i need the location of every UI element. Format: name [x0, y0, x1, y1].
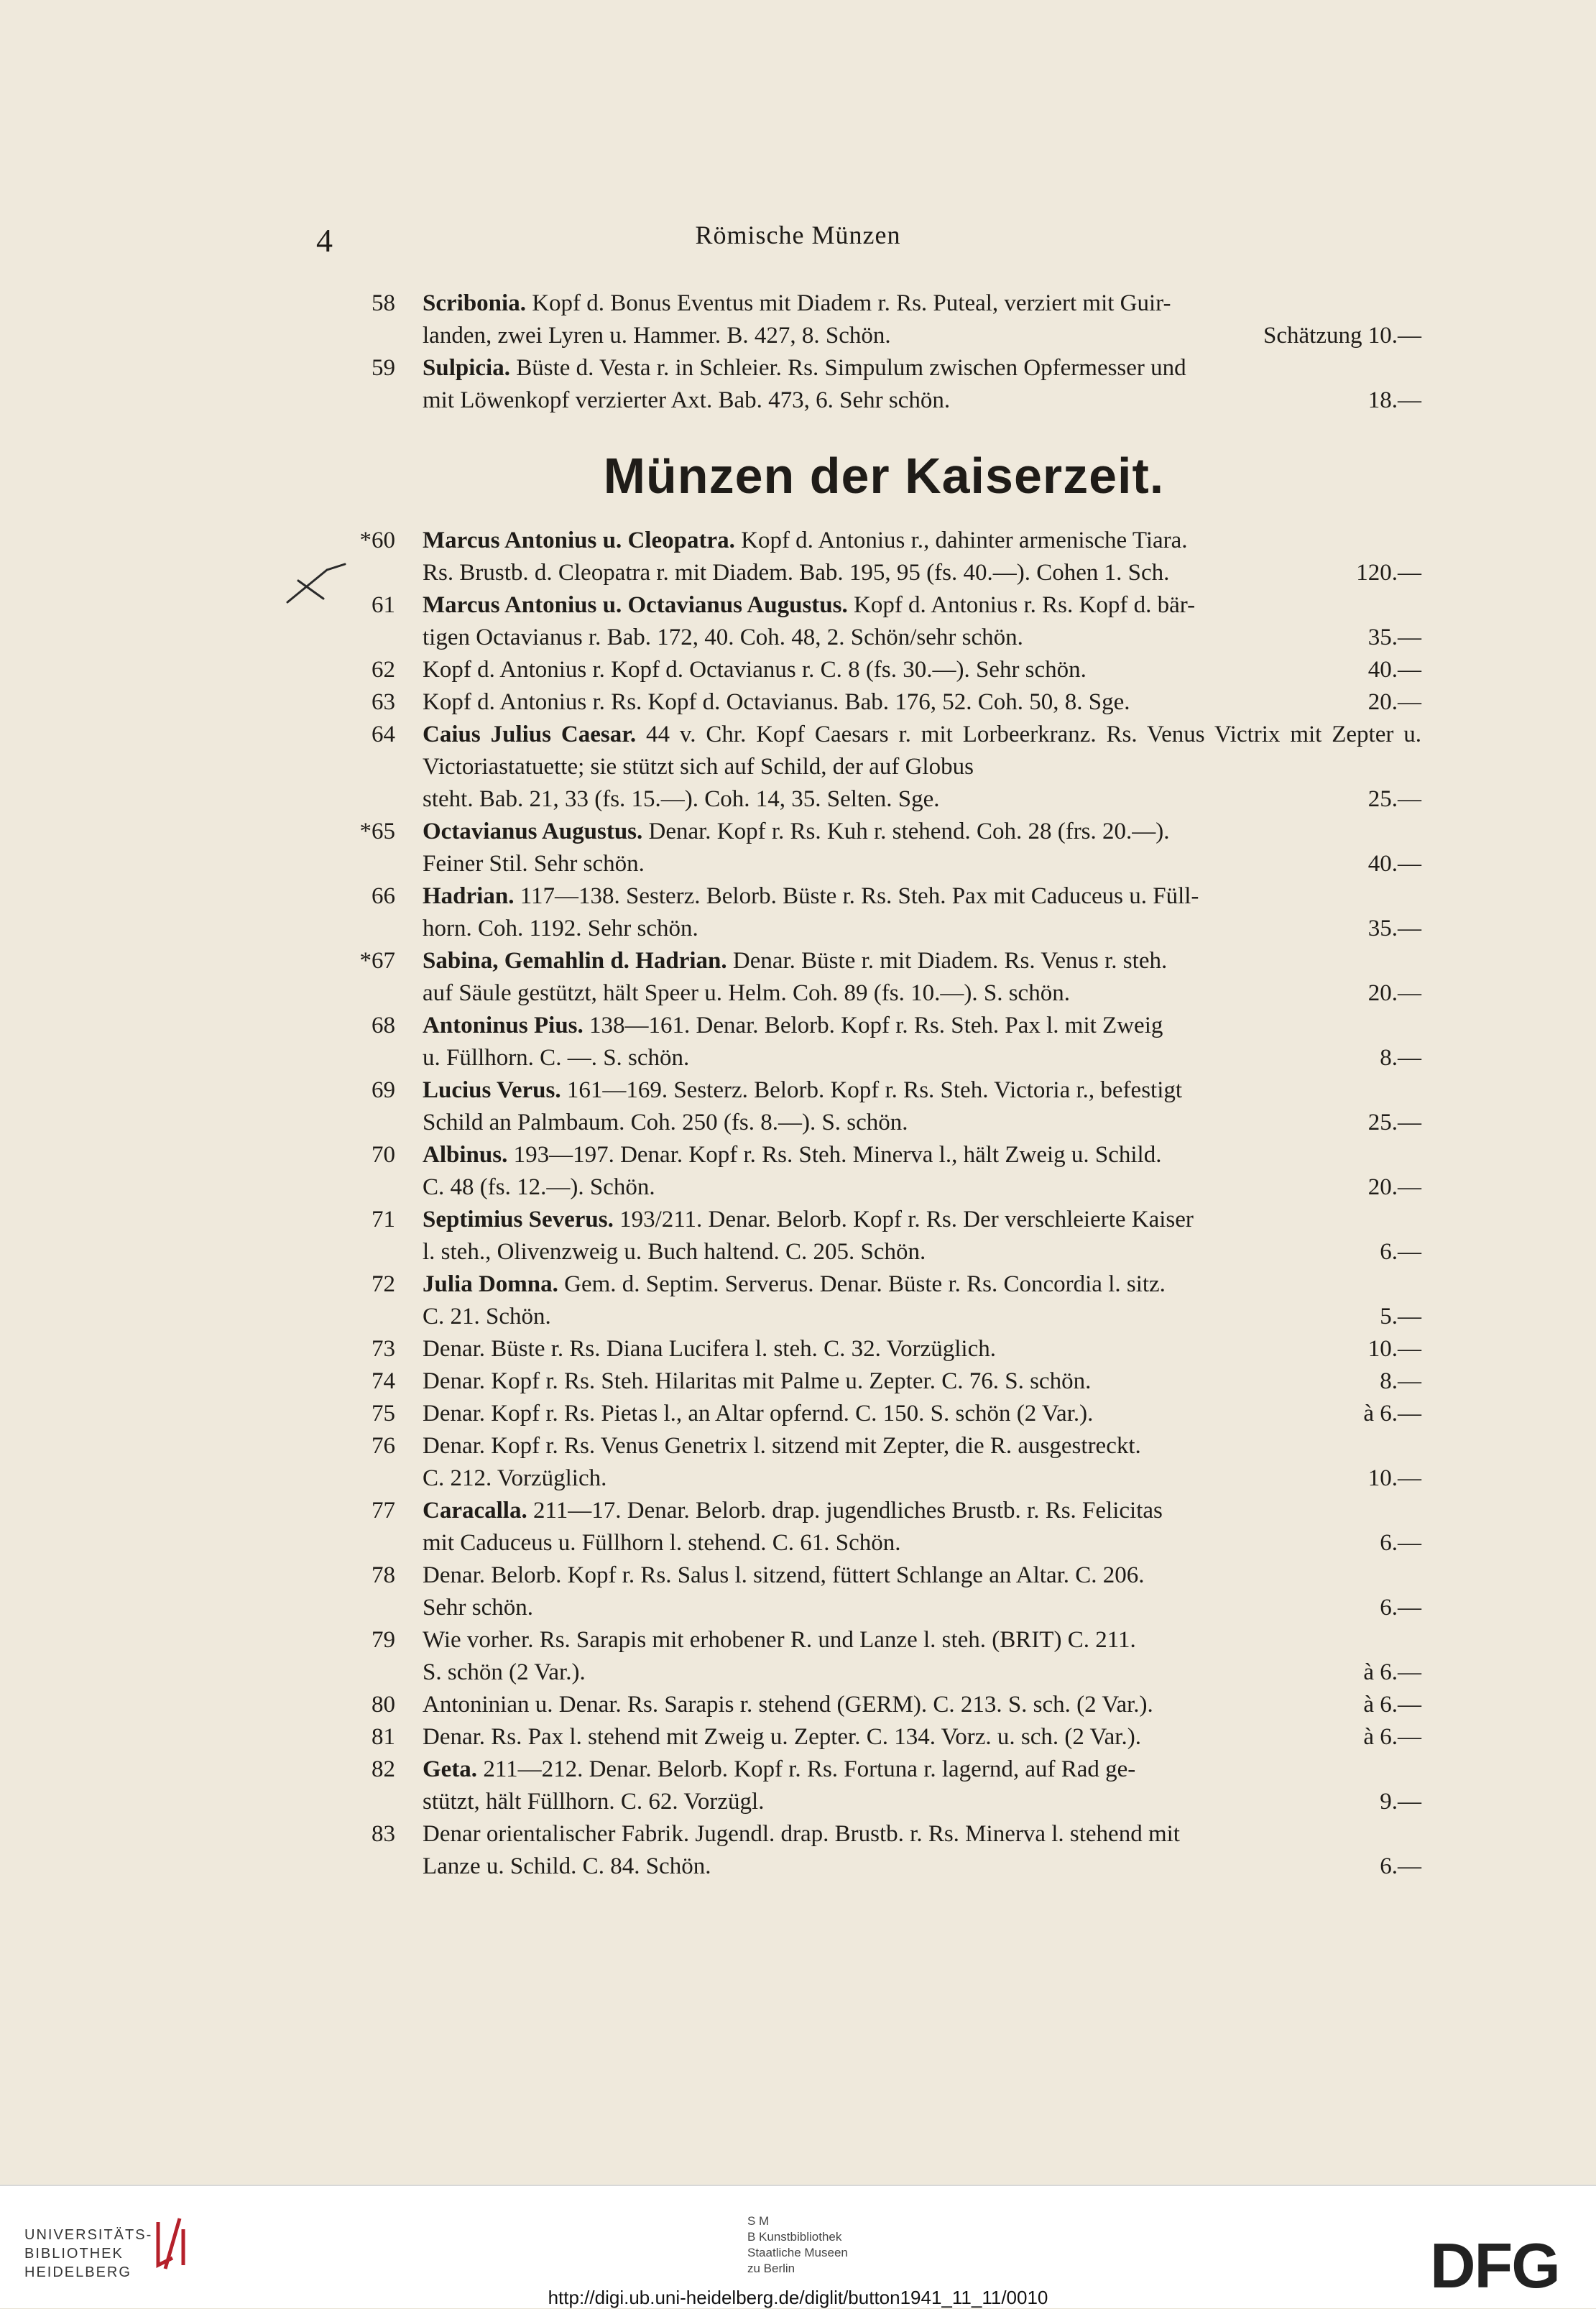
entry-description-cont: steht. Bab. 21, 33 (fs. 15.—). Coh. 14, 35. Selten. Sge.	[423, 786, 940, 812]
entry-description: Antoninian u. Denar. Rs. Sarapis r. stehend (GERM). C. 213. S. sch. (2 Var.).	[423, 1692, 1153, 1718]
entry-text	[423, 589, 1421, 654]
entry-text	[423, 1204, 1421, 1268]
entry-price: 9.—	[1380, 1789, 1421, 1815]
catalogue-entry	[345, 686, 1423, 719]
entry-line	[423, 589, 1421, 622]
catalogue-entry	[345, 719, 1423, 816]
entry-line-text	[423, 527, 1188, 553]
entry-description: 211—212. Denar. Belorb. Kopf r. Rs. Fortuna r. lagernd, auf Rad ge-	[477, 1756, 1136, 1782]
entry-text	[423, 1689, 1421, 1721]
sm-line: zu Berlin	[747, 2262, 795, 2275]
entry-description: 117—138. Sesterz. Belorb. Büste r. Rs. Steh. Pax mit Caduceus u. Füll-	[514, 883, 1199, 909]
catalogue-entry	[345, 589, 1423, 654]
entry-price: 5.—	[1380, 1304, 1421, 1329]
entry-description: 211—17. Denar. Belorb. drap. jugendliches Brustb. r. Rs. Felicitas	[527, 1498, 1163, 1524]
entry-description: Denar orientalischer Fabrik. Jugendl. drap. Brustb. r. Rs. Minerva l. stehend mit	[423, 1821, 1180, 1847]
catalogue-entry	[345, 1624, 1423, 1689]
entry-number: 63	[372, 689, 395, 715]
entry-description-cont: mit Löwenkopf verzierter Axt. Bab. 473, 6. Sehr schön.	[423, 387, 951, 413]
entry-description-cont: C. 212. Vorzüglich.	[423, 1465, 607, 1491]
entry-line	[423, 1592, 1421, 1624]
entry-description-cont: tigen Octavianus r. Bab. 172, 40. Coh. 48, 2. Schön/sehr schön.	[423, 625, 1023, 650]
entry-line-text	[423, 1689, 1153, 1721]
ub-heidelberg-logo	[24, 2226, 152, 2282]
entry-description: Denar. Belorb. Kopf r. Rs. Salus l. sitzend, füttert Schlange an Altar. C. 206.	[423, 1562, 1145, 1588]
entry-line	[423, 1818, 1421, 1851]
entry-line-text	[423, 1365, 1091, 1398]
entry-line	[423, 1010, 1421, 1042]
entry-number: 66	[372, 883, 395, 909]
entry-ruler-name: Scribonia.	[423, 290, 526, 316]
entry-description: 161—169. Sesterz. Belorb. Kopf r. Rs. Steh. Victoria r., befestigt	[561, 1077, 1183, 1103]
source-url[interactable]: http://digi.ub.uni-heidelberg.de/diglit/button1941_11_11/0010	[548, 2287, 1048, 2308]
entry-text	[423, 287, 1421, 352]
entry-line	[423, 1204, 1421, 1236]
entry-ruler-name: Sulpicia.	[423, 355, 510, 381]
catalogue-entry	[345, 1333, 1423, 1365]
entry-price: 25.—	[1367, 1110, 1421, 1135]
entry-price: 40.—	[1367, 657, 1421, 683]
entry-number: 83	[372, 1821, 395, 1847]
entry-line	[423, 1495, 1421, 1527]
entry-description: Kopf d. Antonius r., dahinter armenische Tiara.	[734, 527, 1188, 553]
entry-number: *67	[359, 948, 395, 974]
entry-number: 77	[372, 1498, 395, 1524]
entry-number: 74	[372, 1368, 395, 1394]
entry-number: 61	[372, 592, 395, 618]
entry-line	[423, 1268, 1421, 1301]
entry-ruler-name: Lucius Verus.	[423, 1077, 561, 1103]
entry-line	[423, 1786, 1421, 1818]
catalogue-list	[345, 287, 1423, 1883]
entry-text	[423, 1753, 1421, 1818]
entry-price: Schätzung 10.—	[1263, 323, 1421, 349]
entry-line	[423, 1365, 1421, 1398]
entry-price: 40.—	[1367, 851, 1421, 877]
entry-line	[423, 1689, 1421, 1721]
entry-line-text	[423, 290, 1171, 316]
entry-description: Kopf d. Antonius r. Rs. Kopf d. bär-	[847, 592, 1196, 618]
entry-number: 59	[372, 355, 395, 381]
entry-line-text	[423, 654, 1087, 686]
entry-price: à 6.—	[1363, 1401, 1421, 1427]
catalogue-entry	[345, 1139, 1423, 1204]
entry-number: 58	[372, 290, 395, 316]
entry-line	[423, 1107, 1421, 1139]
entry-line	[423, 1301, 1421, 1333]
ub-logo-line: HEIDELBERG	[24, 2264, 132, 2280]
entry-line	[423, 1333, 1421, 1365]
entry-line	[423, 977, 1421, 1010]
entry-line	[423, 1624, 1421, 1656]
section-title: Münzen der Kaiserzeit.	[603, 448, 1165, 504]
entry-number: 68	[372, 1013, 395, 1038]
entry-number: 64	[372, 722, 395, 747]
entry-line-text	[423, 819, 1170, 844]
entry-line	[423, 880, 1421, 913]
entry-price: 20.—	[1367, 1174, 1421, 1200]
entry-description: Denar. Büste r. mit Diadem. Rs. Venus r. steh.	[726, 948, 1168, 974]
entry-ruler-name: Septimius Severus.	[423, 1207, 614, 1232]
catalogue-entry	[345, 1753, 1423, 1818]
entry-price: 20.—	[1367, 689, 1421, 715]
entry-line	[423, 1851, 1421, 1883]
entry-text	[423, 1365, 1421, 1398]
entry-description-cont: stützt, hält Füllhorn. C. 62. Vorzügl.	[423, 1789, 765, 1815]
entry-text	[423, 654, 1421, 686]
entry-text	[423, 1074, 1421, 1139]
entry-text	[423, 719, 1421, 816]
entry-description-cont: Lanze u. Schild. C. 84. Schön.	[423, 1853, 711, 1879]
entry-price: à 6.—	[1363, 1692, 1421, 1718]
entry-number: 70	[372, 1142, 395, 1168]
entry-line	[423, 622, 1421, 654]
entry-line-text	[423, 1821, 1180, 1847]
entry-line	[423, 1527, 1421, 1559]
entry-ruler-name: Julia Domna.	[423, 1271, 558, 1297]
catalogue-entry	[345, 1268, 1423, 1333]
catalogue-entry	[345, 945, 1423, 1010]
entry-number: 78	[372, 1562, 395, 1588]
running-head: Römische Münzen	[695, 221, 901, 249]
entry-number: 62	[372, 657, 395, 683]
entry-number: 71	[372, 1207, 395, 1232]
catalogue-entry	[345, 1430, 1423, 1495]
entry-description-cont: C. 48 (fs. 12.—). Schön.	[423, 1174, 655, 1200]
entry-price: 8.—	[1380, 1368, 1421, 1394]
entry-price: 35.—	[1367, 916, 1421, 941]
entry-text	[423, 1624, 1421, 1689]
entry-line	[423, 1398, 1421, 1430]
entry-description-cont: horn. Coh. 1192. Sehr schön.	[423, 916, 698, 941]
entry-line	[423, 1139, 1421, 1171]
entry-line	[423, 1559, 1421, 1592]
entry-text	[423, 686, 1421, 719]
sm-line: B Kunstbibliothek	[747, 2230, 842, 2244]
entry-number: 80	[372, 1692, 395, 1718]
pencil-mark-icon	[284, 563, 349, 606]
entry-description: 193—197. Denar. Kopf r. Rs. Steh. Minerva l., hält Zweig u. Schild.	[507, 1142, 1162, 1168]
entry-line	[423, 525, 1421, 557]
entry-line	[423, 384, 1421, 417]
entry-line	[423, 1753, 1421, 1786]
entry-text	[423, 880, 1421, 945]
entry-text	[423, 1010, 1421, 1074]
entry-number: 72	[372, 1271, 395, 1297]
entry-ruler-name: Sabina, Gemahlin d. Hadrian.	[423, 948, 727, 974]
entry-price: 6.—	[1380, 1853, 1421, 1879]
entry-number: 69	[372, 1077, 395, 1103]
entry-price: 10.—	[1367, 1336, 1421, 1362]
entry-text	[423, 1398, 1421, 1430]
entry-ruler-name: Geta.	[423, 1756, 478, 1782]
entry-price: à 6.—	[1363, 1659, 1421, 1685]
entry-line-text	[423, 883, 1199, 909]
entry-description: Denar. Kopf r. Rs. Pietas l., an Altar opfernd. C. 150. S. schön (2 Var.).	[423, 1401, 1094, 1427]
entry-line	[423, 913, 1421, 945]
catalogue-entry	[345, 1074, 1423, 1139]
entry-ruler-name: Marcus Antonius u. Octavianus Augustus.	[423, 592, 848, 618]
catalogue-entry	[345, 654, 1423, 686]
entry-text	[423, 1430, 1421, 1495]
entry-text	[423, 1139, 1421, 1204]
entry-line-text	[423, 1562, 1145, 1588]
entry-text	[423, 1721, 1421, 1753]
entry-price: 18.—	[1367, 387, 1421, 413]
entry-line-text	[423, 1207, 1194, 1232]
entry-text	[423, 525, 1421, 589]
entry-line	[423, 783, 1421, 816]
entry-text	[423, 1495, 1421, 1559]
entry-text	[423, 352, 1421, 417]
entry-ruler-name: Caius Julius Caesar.	[423, 722, 637, 747]
sm-line: Staatliche Museen	[747, 2246, 848, 2259]
entry-description: Denar. Kopf r. Rs. Steh. Hilaritas mit Palme u. Zepter. C. 76. S. schön.	[423, 1368, 1092, 1394]
entry-description-cont: l. steh., Olivenzweig u. Buch haltend. C. 205. Schön.	[423, 1239, 926, 1265]
entry-text	[423, 1818, 1421, 1883]
catalogue-entry	[345, 1818, 1423, 1883]
entry-line	[423, 1171, 1421, 1204]
sm-line: S M	[747, 2214, 770, 2228]
entry-description: Gem. d. Septim. Serverus. Denar. Büste r. Rs. Concordia l. sitz.	[558, 1271, 1166, 1297]
entry-price: 120.—	[1356, 560, 1421, 586]
entry-line-text	[423, 1498, 1163, 1524]
entry-text	[423, 945, 1421, 1010]
catalogue-entry	[345, 1010, 1423, 1074]
entry-description: Denar. Büste r. Rs. Diana Lucifera l. steh. C. 32. Vorzüglich.	[423, 1336, 996, 1362]
entry-ruler-name: Hadrian.	[423, 883, 515, 909]
catalogue-entry	[345, 287, 1423, 352]
entry-line	[423, 1042, 1421, 1074]
sm-kunstbibliothek-text	[747, 2213, 848, 2277]
entry-line-text	[423, 1333, 996, 1365]
entry-line-text	[423, 948, 1167, 974]
entry-text	[423, 816, 1421, 880]
entry-price: 25.—	[1367, 786, 1421, 812]
entry-line-text	[423, 355, 1186, 381]
entry-line	[423, 1074, 1421, 1107]
entry-description: Denar. Kopf r. Rs. Venus Genetrix l. sitzend mit Zepter, die R. ausgestreckt.	[423, 1433, 1141, 1459]
entry-line-text	[423, 686, 1130, 719]
catalogue-entry	[345, 1204, 1423, 1268]
entry-number: 82	[372, 1756, 395, 1782]
entry-description: Wie vorher. Rs. Sarapis mit erhobener R. und Lanze l. steh. (BRIT) C. 211.	[423, 1627, 1136, 1653]
catalogue-entry	[345, 1559, 1423, 1624]
entry-line	[423, 320, 1421, 352]
entry-line-text	[423, 1271, 1166, 1297]
entry-description-cont: C. 21. Schön.	[423, 1304, 551, 1329]
entry-number: 79	[372, 1627, 395, 1653]
entry-line	[423, 557, 1421, 589]
catalogue-entry	[345, 1365, 1423, 1398]
entry-price: 6.—	[1380, 1239, 1421, 1265]
entry-line-text	[423, 1013, 1163, 1038]
catalogue-entry	[345, 816, 1423, 880]
entry-description: Denar. Rs. Pax l. stehend mit Zweig u. Zepter. C. 134. Vorz. u. sch. (2 Var.).	[423, 1724, 1141, 1750]
entry-description-cont: Rs. Brustb. d. Cleopatra r. mit Diadem. Bab. 195, 95 (fs. 40.—). Cohen 1. Sch.	[423, 560, 1170, 586]
entry-description-cont: auf Säule gestützt, hält Speer u. Helm. Coh. 89 (fs. 10.—). S. schön.	[423, 980, 1070, 1006]
entry-ruler-name: Marcus Antonius u. Cleopatra.	[423, 527, 735, 553]
ub-emblem-icon	[151, 2215, 194, 2272]
entry-line	[423, 848, 1421, 880]
entry-line	[423, 287, 1421, 320]
entry-number: *65	[359, 819, 395, 844]
entry-line-text	[423, 1142, 1161, 1168]
entry-line-text	[423, 1398, 1093, 1430]
entry-ruler-name: Antoninus Pius.	[423, 1013, 583, 1038]
entry-description: 44 v. Chr. Kopf Caesars r. mit Lorbeerkranz. Rs. Venus Victrix mit Zepter u. Victoriastatuette; sie stützt sich auf Schild, der auf Globus	[423, 722, 1421, 780]
entry-line-text	[423, 1077, 1182, 1103]
entry-line-text	[423, 592, 1195, 618]
entry-number: 73	[372, 1336, 395, 1362]
entry-ruler-name: Caracalla.	[423, 1498, 527, 1524]
footer-bar	[0, 2185, 1596, 2308]
entry-description: 193/211. Denar. Belorb. Kopf r. Rs. Der verschleierte Kaiser	[613, 1207, 1194, 1232]
entry-description-cont: Schild an Palmbaum. Coh. 250 (fs. 8.—). S. schön.	[423, 1110, 908, 1135]
entry-line-text	[423, 1721, 1141, 1753]
entry-description-cont: landen, zwei Lyren u. Hammer. B. 427, 8. Schön.	[423, 323, 891, 349]
page-number: 4	[316, 222, 333, 259]
entry-ruler-name: Octavianus Augustus.	[423, 819, 643, 844]
entry-price: 20.—	[1367, 980, 1421, 1006]
entry-line	[423, 719, 1421, 783]
entry-line	[423, 1721, 1421, 1753]
entry-description-cont: u. Füllhorn. C. —. S. schön.	[423, 1045, 690, 1071]
entry-line	[423, 686, 1421, 719]
catalogue-entry	[345, 880, 1423, 945]
entry-price: 6.—	[1380, 1530, 1421, 1556]
entry-price: 8.—	[1380, 1045, 1421, 1071]
entry-price: 10.—	[1367, 1465, 1421, 1491]
entry-price: à 6.—	[1363, 1724, 1421, 1750]
entry-line-text	[423, 722, 1421, 780]
ub-logo-line: UNIVERSITÄTS-	[24, 2227, 153, 2243]
entry-price: 6.—	[1380, 1595, 1421, 1621]
entry-line	[423, 1430, 1421, 1462]
entry-description: Büste d. Vesta r. in Schleier. Rs. Simpulum zwischen Opfermesser und	[509, 355, 1186, 381]
catalogue-entry	[345, 1495, 1423, 1559]
entry-line-text	[423, 1756, 1135, 1782]
entry-description-cont: S. schön (2 Var.).	[423, 1659, 586, 1685]
catalogue-entry	[345, 525, 1423, 589]
entry-description-cont: Sehr schön.	[423, 1595, 533, 1621]
entry-line	[423, 654, 1421, 686]
entry-text	[423, 1559, 1421, 1624]
entry-description: Kopf d. Bonus Eventus mit Diadem r. Rs. Puteal, verziert mit Guir-	[525, 290, 1171, 316]
entry-line	[423, 816, 1421, 848]
catalogue-entry	[345, 1689, 1423, 1721]
entry-line	[423, 945, 1421, 977]
entry-line-text	[423, 1433, 1141, 1459]
entry-description-cont: Feiner Stil. Sehr schön.	[423, 851, 645, 877]
catalogue-entry	[345, 1721, 1423, 1753]
entry-description: Kopf d. Antonius r. Kopf d. Octavianus r. C. 8 (fs. 30.—). Sehr schön.	[423, 657, 1087, 683]
entry-line	[423, 1236, 1421, 1268]
entry-ruler-name: Albinus.	[423, 1142, 508, 1168]
entry-line-text	[423, 1627, 1136, 1653]
entry-text	[423, 1268, 1421, 1333]
entry-number: 81	[372, 1724, 395, 1750]
dfg-logo: DFG	[1430, 2230, 1559, 2301]
entry-number: 76	[372, 1433, 395, 1459]
entry-text	[423, 1333, 1421, 1365]
entry-line	[423, 352, 1421, 384]
entry-description-cont: mit Caduceus u. Füllhorn l. stehend. C. 61. Schön.	[423, 1530, 901, 1556]
ub-logo-line: BIBLIOTHEK	[24, 2246, 124, 2262]
catalogue-entry	[345, 352, 1423, 417]
entry-price: 35.—	[1367, 625, 1421, 650]
entry-description: 138—161. Denar. Belorb. Kopf r. Rs. Steh. Pax l. mit Zweig	[583, 1013, 1163, 1038]
entry-description: Denar. Kopf r. Rs. Kuh r. stehend. Coh. 28 (frs. 20.—).	[642, 819, 1170, 844]
entry-number: *60	[359, 527, 395, 553]
catalogue-entry	[345, 1398, 1423, 1430]
entry-line	[423, 1656, 1421, 1689]
entry-line	[423, 1462, 1421, 1495]
entry-number: 75	[372, 1401, 395, 1427]
entry-description: Kopf d. Antonius r. Rs. Kopf d. Octavianus. Bab. 176, 52. Coh. 50, 8. Sge.	[423, 689, 1130, 715]
